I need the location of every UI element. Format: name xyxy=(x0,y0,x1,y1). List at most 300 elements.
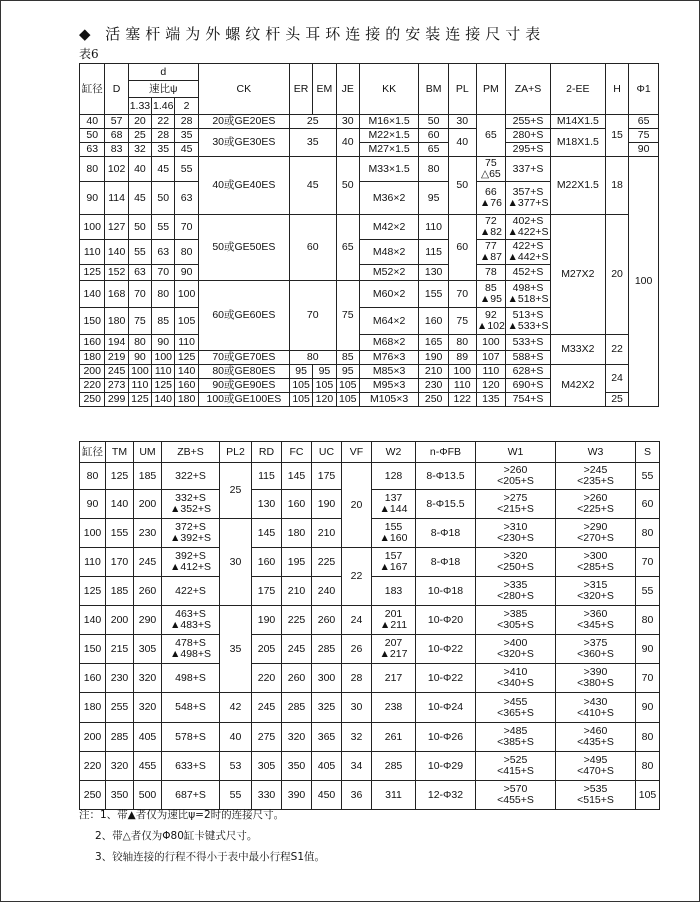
table-cell: 80 xyxy=(636,606,660,635)
table-cell: 180 xyxy=(80,693,106,723)
table-cell: 185 xyxy=(134,463,162,490)
table-cell: 183 xyxy=(372,577,416,606)
header-cell: 1.46 xyxy=(152,98,175,115)
header-cell: n-ΦFB xyxy=(416,442,476,463)
table-cell: 10-Φ29 xyxy=(416,752,476,781)
header-cell: FC xyxy=(282,442,312,463)
table-cell: 40 xyxy=(80,115,105,129)
table-cell: 285 xyxy=(372,752,416,781)
header-cell: d xyxy=(128,64,198,81)
table-cell: 140 xyxy=(175,365,198,379)
table-row xyxy=(80,157,659,182)
table-cell: 63 xyxy=(152,240,175,265)
table-cell: 332+S ▲352+S xyxy=(162,490,220,519)
table-cell: 40 xyxy=(220,723,252,752)
table-cell: 25 xyxy=(220,463,252,519)
table-cell: 8-Φ15.5 xyxy=(416,490,476,519)
table-cell: 50 xyxy=(448,157,476,215)
header-cell: 缸径 xyxy=(80,64,105,115)
table-cell: 80 xyxy=(289,351,336,365)
table-cell: >275 <215+S xyxy=(476,490,556,519)
table-cell: >260 <205+S xyxy=(476,463,556,490)
table-cell: >390 <380+S xyxy=(556,664,636,693)
table-cell: 392+S ▲412+S xyxy=(162,548,220,577)
table-cell: 357+S ▲377+S xyxy=(506,182,551,215)
table-cell: 45 xyxy=(289,157,336,215)
table-cell: M16×1.5 xyxy=(359,115,418,129)
table-cell: 305 xyxy=(252,752,282,781)
table-cell: 217 xyxy=(372,664,416,693)
table-cell: 10-Φ20 xyxy=(416,606,476,635)
table-cell: 180 xyxy=(80,351,105,365)
table-cell: 194 xyxy=(105,335,128,351)
table-cell: 140 xyxy=(80,281,105,308)
table-cell: 50 xyxy=(80,129,105,143)
table-cell: >485 <385+S xyxy=(476,723,556,752)
table-cell: 125 xyxy=(152,379,175,393)
table-cell: 18 xyxy=(605,157,628,215)
table2-header-row xyxy=(80,442,660,463)
table-cell: 422+S xyxy=(162,577,220,606)
table-cell: 180 xyxy=(175,393,198,407)
table-cell: 83 xyxy=(105,143,128,157)
table-cell: 10-Φ26 xyxy=(416,723,476,752)
table-cell: 80 xyxy=(80,463,106,490)
table-cell: M27X2 xyxy=(550,215,605,335)
table-cell: 478+S ▲498+S xyxy=(162,635,220,664)
table-cell: 295+S xyxy=(506,143,551,157)
table-cell: 28 xyxy=(342,664,372,693)
table-cell: 125 xyxy=(106,463,134,490)
table-cell: 8-Φ13.5 xyxy=(416,463,476,490)
header-cell: 缸径 xyxy=(80,442,106,463)
header-cell: PL2 xyxy=(220,442,252,463)
header-cell: W3 xyxy=(556,442,636,463)
dimensions-table-2 xyxy=(79,441,660,810)
table-cell: >245 <235+S xyxy=(556,463,636,490)
table-cell: 390 xyxy=(282,781,312,810)
table-cell: 50 xyxy=(152,182,175,215)
table-cell: 160 xyxy=(175,379,198,393)
table-cell: 322+S xyxy=(162,463,220,490)
header-cell: TM xyxy=(106,442,134,463)
table-cell: 155 xyxy=(419,281,449,308)
table-cell: >410 <340+S xyxy=(476,664,556,693)
table-cell: 30 xyxy=(220,519,252,606)
table-cell: 402+S ▲422+S xyxy=(507,215,549,238)
table-cell: 450 xyxy=(312,781,342,810)
header-cell: 2 xyxy=(175,98,198,115)
table-row xyxy=(80,548,660,577)
table-cell: >400 <320+S xyxy=(476,635,556,664)
table-cell: 102 xyxy=(105,157,128,182)
table-cell: 320 xyxy=(134,664,162,693)
table-cell: 145 xyxy=(282,463,312,490)
table-cell: 405 xyxy=(134,723,162,752)
table-cell: 110 xyxy=(128,379,151,393)
table-cell: 219 xyxy=(105,351,128,365)
table-cell: 63 xyxy=(128,265,151,281)
table-cell: 245 xyxy=(282,635,312,664)
table-cell: 260 xyxy=(282,664,312,693)
table-cell: 30 xyxy=(448,115,476,129)
table-cell: 63 xyxy=(80,143,105,157)
table-cell: 160 xyxy=(419,308,449,335)
table-cell: 215 xyxy=(106,635,134,664)
table-cell: 205 xyxy=(252,635,282,664)
table-cell: 170 xyxy=(106,548,134,577)
table-cell: 95 xyxy=(289,365,312,379)
table-cell: 128 xyxy=(372,463,416,490)
table-cell: 95 xyxy=(419,182,449,215)
table-row xyxy=(80,752,660,781)
table-cell: 190 xyxy=(312,490,342,519)
table-cell: 26 xyxy=(342,635,372,664)
table-cell: 195 xyxy=(282,548,312,577)
table-cell: 60 xyxy=(448,215,476,281)
table-cell: M22×1.5 xyxy=(359,129,418,143)
table-row xyxy=(80,335,659,351)
table-cell: 220 xyxy=(80,379,105,393)
table-cell: 22 xyxy=(342,548,372,606)
table-cell: 250 xyxy=(419,393,449,407)
table-label: 表6 xyxy=(79,47,99,61)
table-cell: 150 xyxy=(80,308,105,335)
table-cell: 200 xyxy=(134,490,162,519)
header-cell: UM xyxy=(134,442,162,463)
table-cell: M33X2 xyxy=(550,335,605,365)
table-cell: 100 xyxy=(476,335,506,351)
table-cell: 95 xyxy=(336,365,359,379)
table-cell: 68 xyxy=(105,129,128,143)
table-cell: 110 xyxy=(80,548,106,577)
table-cell: 125 xyxy=(128,393,151,407)
table-cell: 115 xyxy=(419,240,449,265)
table-cell: 65 xyxy=(629,115,659,129)
table-cell: 10-Φ24 xyxy=(416,693,476,723)
table-cell: >320 <250+S xyxy=(476,548,556,577)
table-cell: M48×2 xyxy=(359,240,418,265)
table-cell: M60×2 xyxy=(359,281,418,308)
table-cell: 75 xyxy=(128,308,151,335)
table-cell: 225 xyxy=(282,606,312,635)
table-cell: 140 xyxy=(106,490,134,519)
table-cell: >495 <470+S xyxy=(556,752,636,781)
table-cell: 285 xyxy=(106,723,134,752)
table-cell: 533+S xyxy=(506,335,551,351)
table-cell: 110 xyxy=(419,215,449,240)
table-cell: 150 xyxy=(80,635,106,664)
table-cell: 80 xyxy=(448,335,476,351)
table-cell: 20或GE20ES xyxy=(198,115,289,129)
table-cell: 70 xyxy=(128,281,151,308)
table-cell: 10-Φ22 xyxy=(416,664,476,693)
notes xyxy=(79,805,325,868)
table-cell: 498+S xyxy=(162,664,220,693)
header-cell: ZB+S xyxy=(162,442,220,463)
table-cell: 90 xyxy=(636,635,660,664)
table-cell: 260 xyxy=(134,577,162,606)
table-cell: M68×2 xyxy=(359,335,418,351)
table-cell: 85 ▲95 xyxy=(476,281,506,308)
table-cell: 78 xyxy=(476,265,506,281)
table-cell: 180 xyxy=(282,519,312,548)
table-cell: >460 <435+S xyxy=(556,723,636,752)
table-cell: 80 xyxy=(175,240,198,265)
table-row xyxy=(80,606,660,635)
table-cell: 230 xyxy=(106,664,134,693)
table-cell: 90 xyxy=(636,693,660,723)
table-cell: 110 xyxy=(80,240,105,265)
table-cell: 245 xyxy=(134,548,162,577)
table-row xyxy=(80,723,660,752)
table-cell: 70 xyxy=(289,281,336,351)
table-cell: M105×3 xyxy=(359,393,418,407)
table-cell: 405 xyxy=(312,752,342,781)
table-row xyxy=(80,463,660,490)
table-cell: M64×2 xyxy=(359,308,418,335)
table-cell: 230 xyxy=(134,519,162,548)
table-cell: 75 △65 xyxy=(476,157,506,182)
table-cell: 35 xyxy=(220,606,252,693)
table-cell: 100 xyxy=(80,215,105,240)
table-cell: 28 xyxy=(152,129,175,143)
header-cell: 2-EE xyxy=(550,64,605,115)
table-cell: 210 xyxy=(312,519,342,548)
table-cell: 690+S xyxy=(506,379,551,393)
header-cell: PL xyxy=(448,64,476,115)
table-cell: 60或GE60ES xyxy=(198,281,289,351)
header-cell: D xyxy=(105,64,128,115)
table-cell: 633+S xyxy=(162,752,220,781)
table-cell: 10-Φ18 xyxy=(416,577,476,606)
table-cell: 22 xyxy=(152,115,175,129)
table-cell: 32 xyxy=(128,143,151,157)
table-cell: >260 <225+S xyxy=(556,490,636,519)
table-cell: 60 xyxy=(636,490,660,519)
table-cell: 30 xyxy=(336,115,359,129)
header-cell: CK xyxy=(198,64,289,115)
header-cell: KK xyxy=(359,64,418,115)
table-cell: 320 xyxy=(106,752,134,781)
table-cell: 140 xyxy=(80,606,106,635)
table-cell: 80 xyxy=(152,281,175,308)
table-cell: 65 xyxy=(419,143,449,157)
header-cell: RD xyxy=(252,442,282,463)
table-cell: 140 xyxy=(152,393,175,407)
table-cell: 45 xyxy=(152,157,175,182)
table-cell: 152 xyxy=(105,265,128,281)
table-cell: 90 xyxy=(80,490,106,519)
table-cell: 100 xyxy=(629,157,659,407)
note-1: 注：1、带▲者仅为速比ψ=2时的连接尺寸。 xyxy=(79,809,285,821)
table-cell: 105 xyxy=(336,393,359,407)
table-cell: 210 xyxy=(282,577,312,606)
note-2: 2、带△者仅为Φ80缸卡键式尺寸。 xyxy=(95,830,258,842)
table-cell: 207 ▲217 xyxy=(372,635,416,664)
table-cell: 25 xyxy=(605,393,628,407)
table-cell: 90 xyxy=(152,335,175,351)
table-cell: 245 xyxy=(105,365,128,379)
table-cell: M42×2 xyxy=(359,215,418,240)
table-cell: 55 xyxy=(152,215,175,240)
table-cell: 35 xyxy=(152,143,175,157)
table-cell: 100 xyxy=(152,351,175,365)
table-cell: 155 ▲160 xyxy=(372,519,416,548)
table-cell: 365 xyxy=(312,723,342,752)
table-cell: 105 xyxy=(336,379,359,393)
table-cell: 90 xyxy=(175,265,198,281)
table-cell: >385 <305+S xyxy=(476,606,556,635)
table-cell: 105 xyxy=(313,379,336,393)
table-cell: 498+S ▲518+S xyxy=(506,281,551,308)
table-cell: 107 xyxy=(476,351,506,365)
table-cell: 687+S xyxy=(162,781,220,810)
table-cell: 220 xyxy=(252,664,282,693)
table1-header-row xyxy=(80,64,659,81)
header-cell: S xyxy=(636,442,660,463)
table-cell: 90或GE90ES xyxy=(198,379,289,393)
table-cell: 350 xyxy=(282,752,312,781)
table-cell: 15 xyxy=(605,115,628,157)
table-cell: 65 xyxy=(336,215,359,281)
table-cell: 130 xyxy=(252,490,282,519)
table-cell: 100 xyxy=(128,365,151,379)
table-cell: 125 xyxy=(80,265,105,281)
table-cell: 305 xyxy=(134,635,162,664)
table-cell: 53 xyxy=(220,752,252,781)
table-cell: 754+S xyxy=(506,393,551,407)
table-cell: M18X1.5 xyxy=(550,129,605,157)
table-cell: 65 xyxy=(476,115,506,157)
table-cell: 578+S xyxy=(162,723,220,752)
table-cell: 77 ▲87 xyxy=(476,240,506,265)
table-cell: 10-Φ22 xyxy=(416,635,476,664)
table-cell: M36×2 xyxy=(359,182,418,215)
table-cell: 155 xyxy=(106,519,134,548)
table-cell: 190 xyxy=(419,351,449,365)
table-cell: 90 xyxy=(128,351,151,365)
table-cell: M22X1.5 xyxy=(550,157,605,215)
table-cell: 225 xyxy=(312,548,342,577)
table-cell: 311 xyxy=(372,781,416,810)
header-cell: 1.33 xyxy=(128,98,151,115)
table-cell: 55 xyxy=(636,577,660,606)
header-cell: UC xyxy=(312,442,342,463)
table-cell: 8-Φ18 xyxy=(416,519,476,548)
table-row xyxy=(80,693,660,723)
table-cell: 60 xyxy=(289,215,336,281)
table-cell: 50 xyxy=(336,157,359,215)
dimensions-table-1 xyxy=(79,63,659,407)
table-cell: 125 xyxy=(175,351,198,365)
table-cell: M42X2 xyxy=(550,365,605,407)
table-cell: 115 xyxy=(252,463,282,490)
table-cell: 85 xyxy=(336,351,359,365)
table-cell: 70 xyxy=(636,664,660,693)
table-cell: 260 xyxy=(312,606,342,635)
table-cell: 30 xyxy=(342,693,372,723)
table-cell: 130 xyxy=(419,265,449,281)
table-cell: >570 <455+S xyxy=(476,781,556,810)
table-cell: 110 xyxy=(152,365,175,379)
table-cell: 35 xyxy=(289,129,336,157)
table-cell: 628+S xyxy=(506,365,551,379)
table-cell: M27×1.5 xyxy=(359,143,418,157)
table-cell: 45 xyxy=(175,143,198,157)
table-cell: 50 xyxy=(128,215,151,240)
header-cell: ER xyxy=(289,64,312,115)
header-cell: H xyxy=(605,64,628,115)
document-title: ◆ 活塞杆端为外螺纹杆头耳环连接的安装连接尺寸表 xyxy=(79,25,546,43)
table-cell: 70或GE70ES xyxy=(198,351,289,365)
table-cell: >300 <285+S xyxy=(556,548,636,577)
table-cell: 80 xyxy=(636,519,660,548)
table-cell: 513+S ▲533+S xyxy=(506,308,551,335)
header-cell: ZA+S xyxy=(506,64,551,115)
table-cell: 63 xyxy=(175,182,198,215)
table-cell: 220 xyxy=(80,752,106,781)
table-cell: 299 xyxy=(105,393,128,407)
table-cell: 45 xyxy=(128,182,151,215)
table-cell: 90 xyxy=(629,143,659,157)
table-cell: 588+S xyxy=(506,351,551,365)
table-cell: 80 xyxy=(636,752,660,781)
table-cell: M95×3 xyxy=(359,379,418,393)
table-cell: 238 xyxy=(372,693,416,723)
table-cell: 35 xyxy=(175,129,198,143)
table-cell: 55 xyxy=(636,463,660,490)
table-cell: 137 ▲144 xyxy=(372,490,416,519)
table-cell: 185 xyxy=(106,577,134,606)
table-cell: >290 <270+S xyxy=(556,519,636,548)
table-cell: 32 xyxy=(342,723,372,752)
table-cell: 75 xyxy=(629,129,659,143)
table-cell: 145 xyxy=(252,519,282,548)
table-cell: 22 xyxy=(605,335,628,365)
header-cell: EM xyxy=(313,64,336,115)
table-cell: 125 xyxy=(80,577,106,606)
table-cell: 275 xyxy=(252,723,282,752)
table-cell: 24 xyxy=(342,606,372,635)
table-cell: 160 xyxy=(282,490,312,519)
table-cell: 34 xyxy=(342,752,372,781)
table-cell: 92 ▲102 xyxy=(476,308,506,335)
table-cell: 165 xyxy=(419,335,449,351)
table-cell: 100 xyxy=(175,281,198,308)
table-cell: >525 <415+S xyxy=(476,752,556,781)
table-cell: 255 xyxy=(106,693,134,723)
table-cell: 105 xyxy=(289,393,312,407)
table-cell: 25 xyxy=(289,115,336,129)
table-cell: 160 xyxy=(80,335,105,351)
table-cell: >315 <320+S xyxy=(556,577,636,606)
table-cell: 290 xyxy=(134,606,162,635)
table-cell: >335 <280+S xyxy=(476,577,556,606)
table-cell: 180 xyxy=(105,308,128,335)
table-cell: 114 xyxy=(105,182,128,215)
table-cell: 452+S xyxy=(506,265,551,281)
table-row xyxy=(80,115,659,129)
table-cell: 40 xyxy=(336,129,359,157)
table-cell: 157 ▲167 xyxy=(372,548,416,577)
table-cell: 320 xyxy=(134,693,162,723)
table-cell: 175 xyxy=(312,463,342,490)
table-cell: 75 xyxy=(336,281,359,351)
table-cell: 255+S xyxy=(506,115,551,129)
table-cell: 463+S ▲483+S xyxy=(162,606,220,635)
table-cell: 330 xyxy=(252,781,282,810)
